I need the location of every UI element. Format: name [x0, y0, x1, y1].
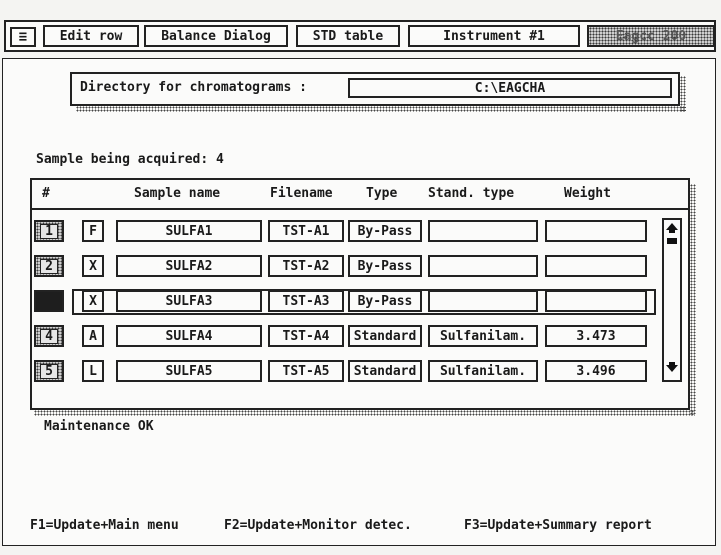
sample-name: SULFA3	[165, 293, 213, 309]
filename-cell[interactable]	[268, 220, 344, 242]
row-flag-value: F	[89, 223, 97, 239]
type-cell[interactable]	[348, 290, 422, 312]
filename: TST-A4	[282, 328, 330, 344]
table-shadow-right	[690, 184, 696, 416]
footer-f1[interactable]: F1=Update+Main menu	[30, 518, 179, 533]
weight-cell[interactable]	[545, 360, 647, 382]
table-shadow-bottom	[34, 410, 694, 416]
type: Standard	[353, 363, 417, 379]
menu-std-table[interactable]	[296, 25, 400, 47]
row-number-button[interactable]	[34, 325, 64, 347]
weight: 3.496	[576, 363, 616, 379]
filename: TST-A2	[282, 258, 330, 274]
sample-name-cell[interactable]	[116, 220, 262, 242]
col-num-header: #	[42, 186, 50, 201]
sample-name: SULFA4	[165, 328, 213, 344]
menu-std-table-label: STD table	[312, 28, 384, 44]
stand-type: Sulfanilam.	[439, 328, 527, 344]
row-flag-value: A	[89, 328, 97, 344]
row-number-button[interactable]	[34, 220, 64, 242]
menu-icon-button[interactable]	[10, 27, 36, 47]
row-flag[interactable]	[82, 220, 104, 242]
stand-type-cell[interactable]	[428, 290, 538, 312]
sample-name: SULFA2	[165, 258, 213, 274]
menu-instrument[interactable]	[408, 25, 580, 47]
sample-name-cell[interactable]	[116, 360, 262, 382]
row-flag-value: X	[89, 258, 97, 274]
row-flag-value: X	[89, 293, 97, 309]
stand-type-cell[interactable]	[428, 360, 538, 382]
stand-type-cell[interactable]	[428, 220, 538, 242]
row-number-button-selected[interactable]	[34, 290, 64, 312]
col-type-header: Type	[366, 186, 398, 201]
menu-edit-row[interactable]	[43, 25, 139, 47]
weight-cell[interactable]	[545, 255, 647, 277]
menu-icon: ≡	[18, 29, 28, 45]
directory-label: Directory for chromatograms :	[80, 80, 307, 95]
type-cell[interactable]	[348, 255, 422, 277]
row-flag[interactable]	[82, 255, 104, 277]
filename-cell[interactable]	[268, 290, 344, 312]
table-header-divider	[30, 208, 690, 210]
row-number: 5	[40, 364, 58, 379]
scroll-up-icon[interactable]	[665, 221, 679, 233]
row-number-button[interactable]	[34, 360, 64, 382]
type: By-Pass	[357, 223, 413, 239]
filename-cell[interactable]	[268, 360, 344, 382]
weight-cell[interactable]	[545, 220, 647, 242]
row-flag[interactable]	[82, 360, 104, 382]
acquiring-status: Sample being acquired: 4	[36, 152, 224, 167]
sample-name: SULFA5	[165, 363, 213, 379]
row-flag-value: L	[89, 363, 97, 379]
maintenance-status: Maintenance OK	[44, 419, 154, 434]
menu-balance-dialog-label: Balance Dialog	[161, 28, 271, 44]
stand-type-cell[interactable]	[428, 325, 538, 347]
row-flag[interactable]	[82, 290, 104, 312]
stand-type: Sulfanilam.	[439, 363, 527, 379]
scroll-thumb[interactable]	[667, 238, 677, 244]
row-number: 2	[40, 259, 58, 274]
footer-f3[interactable]: F3=Update+Summary report	[464, 518, 652, 533]
type: Standard	[353, 328, 417, 344]
footer-f2[interactable]: F2=Update+Monitor detec.	[224, 518, 412, 533]
menu-instrument-model[interactable]	[587, 25, 715, 47]
filename: TST-A1	[282, 223, 330, 239]
row-flag[interactable]	[82, 325, 104, 347]
sample-name-cell[interactable]	[116, 255, 262, 277]
directory-field[interactable]	[348, 78, 672, 98]
col-weight-header: Weight	[564, 186, 611, 201]
directory-value: C:\EAGCHA	[474, 80, 546, 96]
directory-shadow-bottom	[76, 106, 686, 112]
filename-cell[interactable]	[268, 255, 344, 277]
scroll-down-icon[interactable]	[665, 362, 679, 374]
weight: 3.473	[576, 328, 616, 344]
sample-name-cell[interactable]	[116, 325, 262, 347]
type: By-Pass	[357, 293, 413, 309]
menu-edit-row-label: Edit row	[59, 28, 123, 44]
row-number-button[interactable]	[34, 255, 64, 277]
col-standtype-header: Stand. type	[428, 186, 515, 201]
col-filename-header: Filename	[270, 186, 333, 201]
row-number: 1	[40, 224, 58, 239]
weight-cell[interactable]	[545, 290, 647, 312]
row-number: 4	[40, 329, 58, 344]
filename: TST-A5	[282, 363, 330, 379]
type-cell[interactable]	[348, 325, 422, 347]
sample-name-cell[interactable]	[116, 290, 262, 312]
filename-cell[interactable]	[268, 325, 344, 347]
type: By-Pass	[357, 258, 413, 274]
type-cell[interactable]	[348, 360, 422, 382]
menu-balance-dialog[interactable]	[144, 25, 288, 47]
menu-instrument-label: Instrument #1	[443, 28, 545, 44]
stand-type-cell[interactable]	[428, 255, 538, 277]
type-cell[interactable]	[348, 220, 422, 242]
sample-name: SULFA1	[165, 223, 213, 239]
filename: TST-A3	[282, 293, 330, 309]
weight-cell[interactable]	[545, 325, 647, 347]
menu-instrument-model-label: Eagcc 200	[615, 28, 687, 44]
col-sample-header: Sample name	[134, 186, 221, 201]
